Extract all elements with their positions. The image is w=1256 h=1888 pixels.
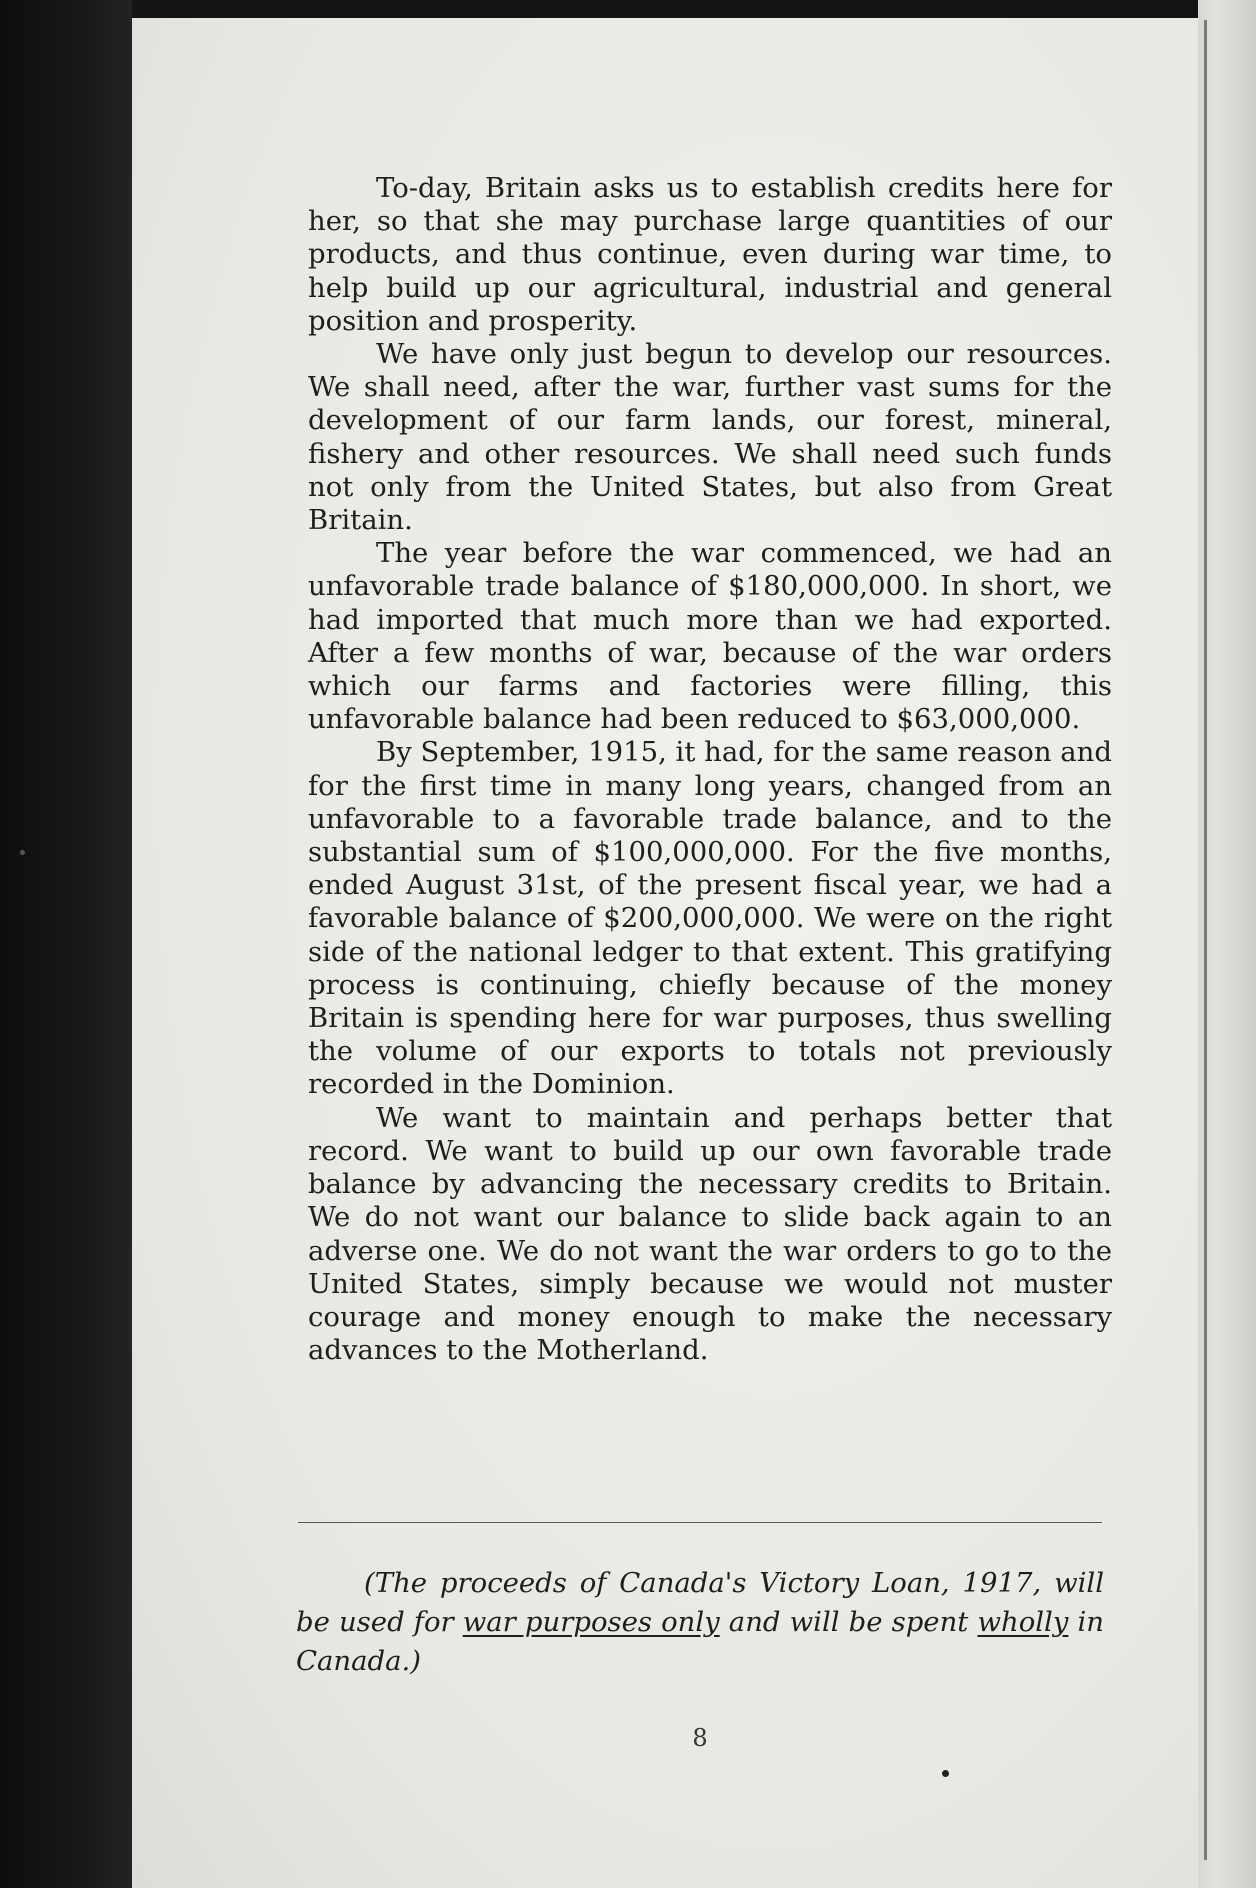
footnote-part-3: in Canada.) [296, 1606, 1104, 1677]
paragraph-1: To-day, Britain asks us to establish credits here for her, so that she may purchase large quantities of our products, and thus continue, even during war time, to help build up our agricultural, industrial and general position and prosperity. [308, 172, 1112, 337]
paragraph-3: The year before the war commenced, we had an unfavorable trade balance of $180,000,000. In short, we had imported that much more than we had exported. After a few months of war, because of the war orders which our farms and factories were filling, this unfavorable balance had been reduced to $63,000,000. [308, 537, 1112, 736]
paragraph-5: We want to maintain and perhaps better that record. We want to build up our own favorable trade balance by advancing the necessary credits to Britain. We do not want our balance to slide back again to an adverse one. We do not want the war orders to go to the United States, simply because we would not muster courage and money enough to make the necessary advances to the Motherland. [308, 1101, 1112, 1367]
body-text [308, 172, 1112, 1367]
paragraph-4: By September, 1915, it had, for the same reason and for the first time in many long years, changed from an unfavorable to a favorable trade balance, and to the substantial sum of $100,000,000. For the five months, ended August 31st, of the present fiscal year, we had a favorable balance of $200,000,000. We were on the right side of the national ledger to that extent. This gratifying process is continuing, chiefly because of the money Britain is spending here for war purposes, thus swelling the volume of our exports to totals not previously recorded in the Dominion. [308, 736, 1112, 1101]
footnote-underline-2: wholly [977, 1606, 1069, 1638]
paragraph-2: We have only just begun to develop our resources. We shall need, after the war, further vast sums for the development of our farm lands, our forest, mineral, fishery and other resources. We shall need such funds not only from the United States, but also from Great Britain. [308, 338, 1112, 537]
scan-border-left [0, 0, 132, 1888]
footnote-part-2: and will be spent [719, 1606, 978, 1638]
footnote-part-1: (The proceeds of Canada's Victory Loan, 1917, will be used for [296, 1567, 1104, 1638]
scan-speck [942, 1770, 949, 1777]
scan-border-top [0, 0, 1256, 18]
footnote-underline-1: war purposes only [462, 1606, 720, 1638]
footnote-divider [298, 1522, 1102, 1523]
page-fold-line [1204, 20, 1207, 1860]
scan-speck [20, 850, 25, 855]
page-number: 8 [692, 1724, 708, 1752]
footnote [296, 1564, 1104, 1681]
footnote-text [296, 1564, 1104, 1681]
